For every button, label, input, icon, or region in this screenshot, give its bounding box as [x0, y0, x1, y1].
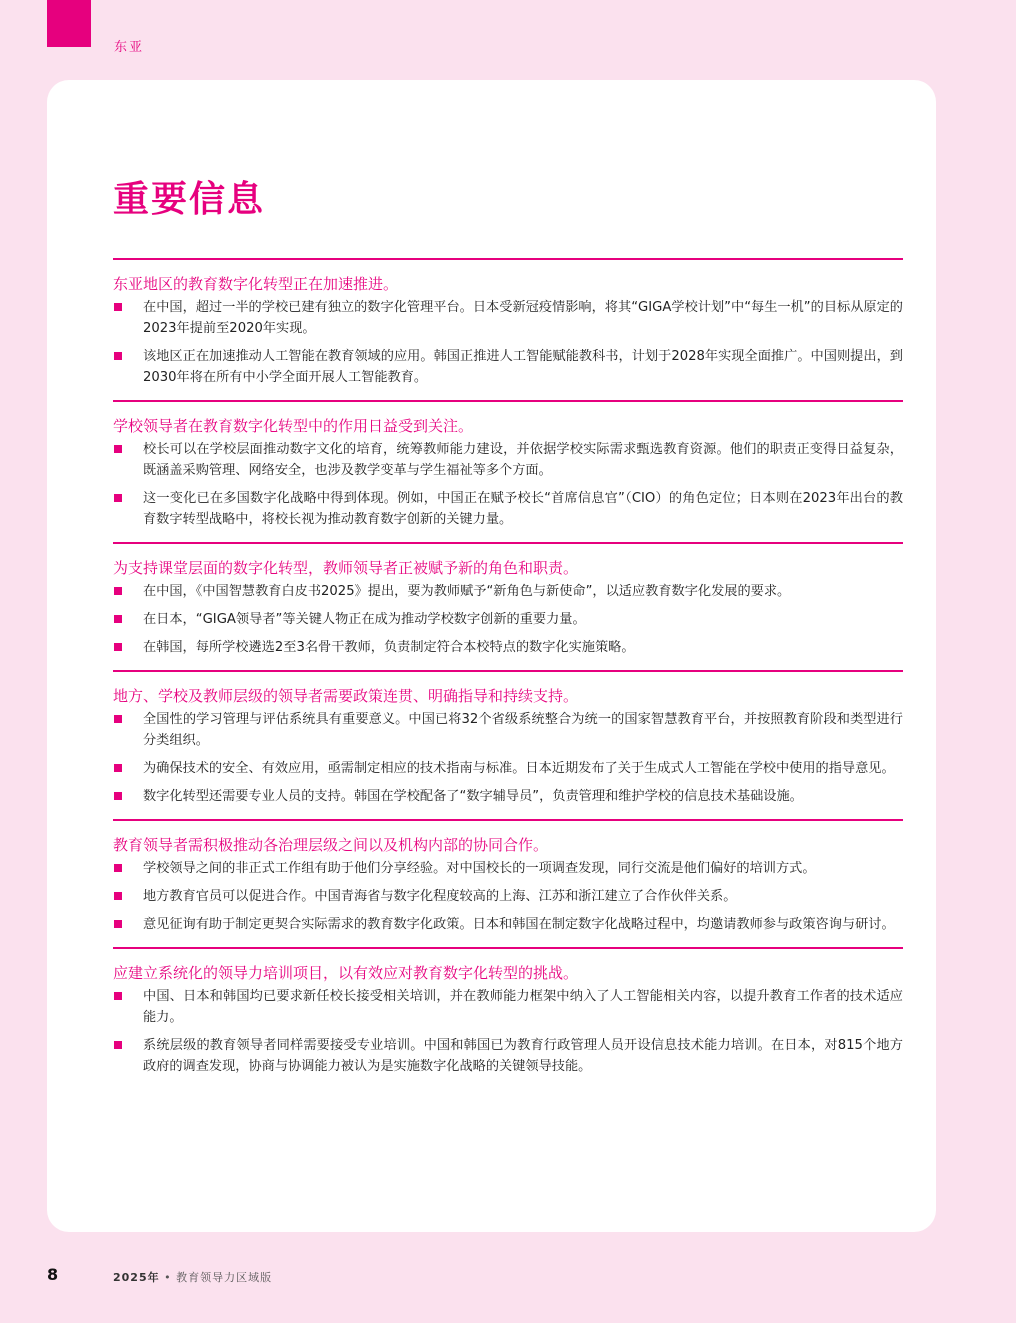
bullet-text: 系统层级的教育领导者同样需要接受专业培训。中国和韩国已为教育行政管理人员开设信息技术能力培训。在日本，对815个地方政府的调查发现，协商与协调能力被认为是实施数字化战略的关键领导技能。 [143, 1038, 903, 1074]
bullet-item [113, 886, 903, 907]
section-heading: 东亚地区的教育数字化转型正在加速推进。 [113, 275, 399, 293]
bullet-text: 为确保技术的安全、有效应用，亟需制定相应的技术指南与标准。日本近期发布了关于生成式人工智能在学校中使用的指导意见。 [143, 761, 895, 776]
page-number: 8 [47, 1265, 59, 1284]
bullet-square-icon [114, 445, 122, 453]
bullet-text: 在中国，《中国智慧教育白皮书2025》提出，要为教师赋予“新角色与新使命”，以适应教育数字化发展的要求。 [143, 584, 791, 599]
bullet-square-icon [114, 494, 122, 502]
bullet-text: 该地区正在加速推动人工智能在教育领域的应用。韩国正推进人工智能赋能教科书，计划于2028年实现全面推广。中国则提出，到2030年将在所有中小学全面开展人工智能教育。 [143, 349, 903, 385]
page-title: 重要信息 [113, 179, 266, 220]
footer-publication [113, 1269, 272, 1285]
section-4 [113, 670, 903, 819]
bullet-square-icon [114, 715, 122, 723]
bullet-item [113, 986, 903, 1028]
bullet-item [113, 758, 903, 779]
bullet-text: 意见征询有助于制定更契合实际需求的教育数字化政策。日本和韩国在制定数字化战略过程中，均邀请教师参与政策咨询与研讨。 [143, 917, 895, 932]
bullet-square-icon [114, 864, 122, 872]
bullet-square-icon [114, 352, 122, 360]
bullet-square-icon [114, 1041, 122, 1049]
footer-year: 2025年 [113, 1271, 160, 1284]
bullet-text: 中国、日本和韩国均已要求新任校长接受相关培训，并在教师能力框架中纳入了人工智能相关内容，以提升教育工作者的技术适应能力。 [143, 989, 903, 1025]
section-6 [113, 947, 903, 1089]
bullet-square-icon [114, 764, 122, 772]
bullet-item [113, 439, 903, 481]
bullet-text: 校长可以在学校层面推动数字文化的培育，统筹教师能力建设，并依据学校实际需求甄选教育资源。他们的职责正变得日益复杂，既涵盖采购管理、网络安全，也涉及教学变革与学生福祉等多个方面。 [143, 442, 903, 478]
section-1 [113, 258, 903, 400]
bullet-text: 地方教育官员可以促进合作。中国青海省与数字化程度较高的上海、江苏和浙江建立了合作伙伴关系。 [143, 889, 737, 904]
section-heading: 地方、学校及教师层级的领导者需要政策连贯、明确指导和持续支持。 [113, 687, 579, 705]
bullet-text: 全国性的学习管理与评估系统具有重要意义。中国已将32个省级系统整合为统一的国家智慧教育平台，并按照教育阶段和类型进行分类组织。 [143, 712, 903, 748]
bullet-item [113, 1035, 903, 1077]
bullet-text: 在日本，“GIGA领导者”等关键人物正在成为推动学校数字创新的重要力量。 [143, 612, 586, 627]
bullet-item [113, 786, 903, 807]
footer-separator: • [164, 1271, 172, 1284]
section-heading: 为支持课堂层面的数字化转型，教师领导者正被赋予新的角色和职责。 [113, 559, 579, 577]
bullet-item [113, 609, 903, 630]
footer-title: 教育领导力区域版 [176, 1271, 273, 1284]
bullet-text: 在韩国，每所学校遴选2至3名骨干教师，负责制定符合本校特点的数字化实施策略。 [143, 640, 635, 655]
bullet-square-icon [114, 615, 122, 623]
bullet-item [113, 346, 903, 388]
bullet-square-icon [114, 303, 122, 311]
section-5 [113, 819, 903, 947]
bullet-square-icon [114, 643, 122, 651]
bullet-square-icon [114, 792, 122, 800]
section-3 [113, 542, 903, 670]
bullet-text: 学校领导之间的非正式工作组有助于他们分享经验。对中国校长的一项调查发现，同行交流是他们偏好的培训方式。 [143, 861, 816, 876]
bullet-square-icon [114, 587, 122, 595]
bullet-text: 这一变化已在多国数字化战略中得到体现。例如，中国正在赋予校长“首席信息官”（CIO）的角色定位；日本则在2023年出台的教育数字转型战略中，将校长视为推动教育数字创新的关键力量。 [143, 491, 903, 527]
bullet-item [113, 297, 903, 339]
bullet-item [113, 858, 903, 879]
bullet-item [113, 488, 903, 530]
section-heading: 教育领导者需积极推动各治理层级之间以及机构内部的协同合作。 [113, 836, 549, 854]
region-label: 东亚 [114, 40, 145, 55]
bullet-item [113, 709, 903, 751]
bullet-square-icon [114, 992, 122, 1000]
section-2 [113, 400, 903, 542]
bullet-item [113, 581, 903, 602]
bullet-item [113, 637, 903, 658]
section-heading: 学校领导者在教育数字化转型中的作用日益受到关注。 [113, 417, 474, 435]
section-heading: 应建立系统化的领导力培训项目，以有效应对教育数字化转型的挑战。 [113, 964, 579, 982]
key-messages-list [113, 258, 903, 1089]
bullet-text: 在中国，超过一半的学校已建有独立的数字化管理平台。日本受新冠疫情影响，将其“GIGA学校计划”中“每生一机”的目标从原定的2023年提前至2020年实现。 [143, 300, 903, 336]
bullet-text: 数字化转型还需要专业人员的支持。韩国在学校配备了“数字辅导员”，负责管理和维护学校的信息技术基础设施。 [143, 789, 803, 804]
header-tab-block [47, 0, 91, 47]
bullet-square-icon [114, 920, 122, 928]
bullet-item [113, 914, 903, 935]
bullet-square-icon [114, 892, 122, 900]
